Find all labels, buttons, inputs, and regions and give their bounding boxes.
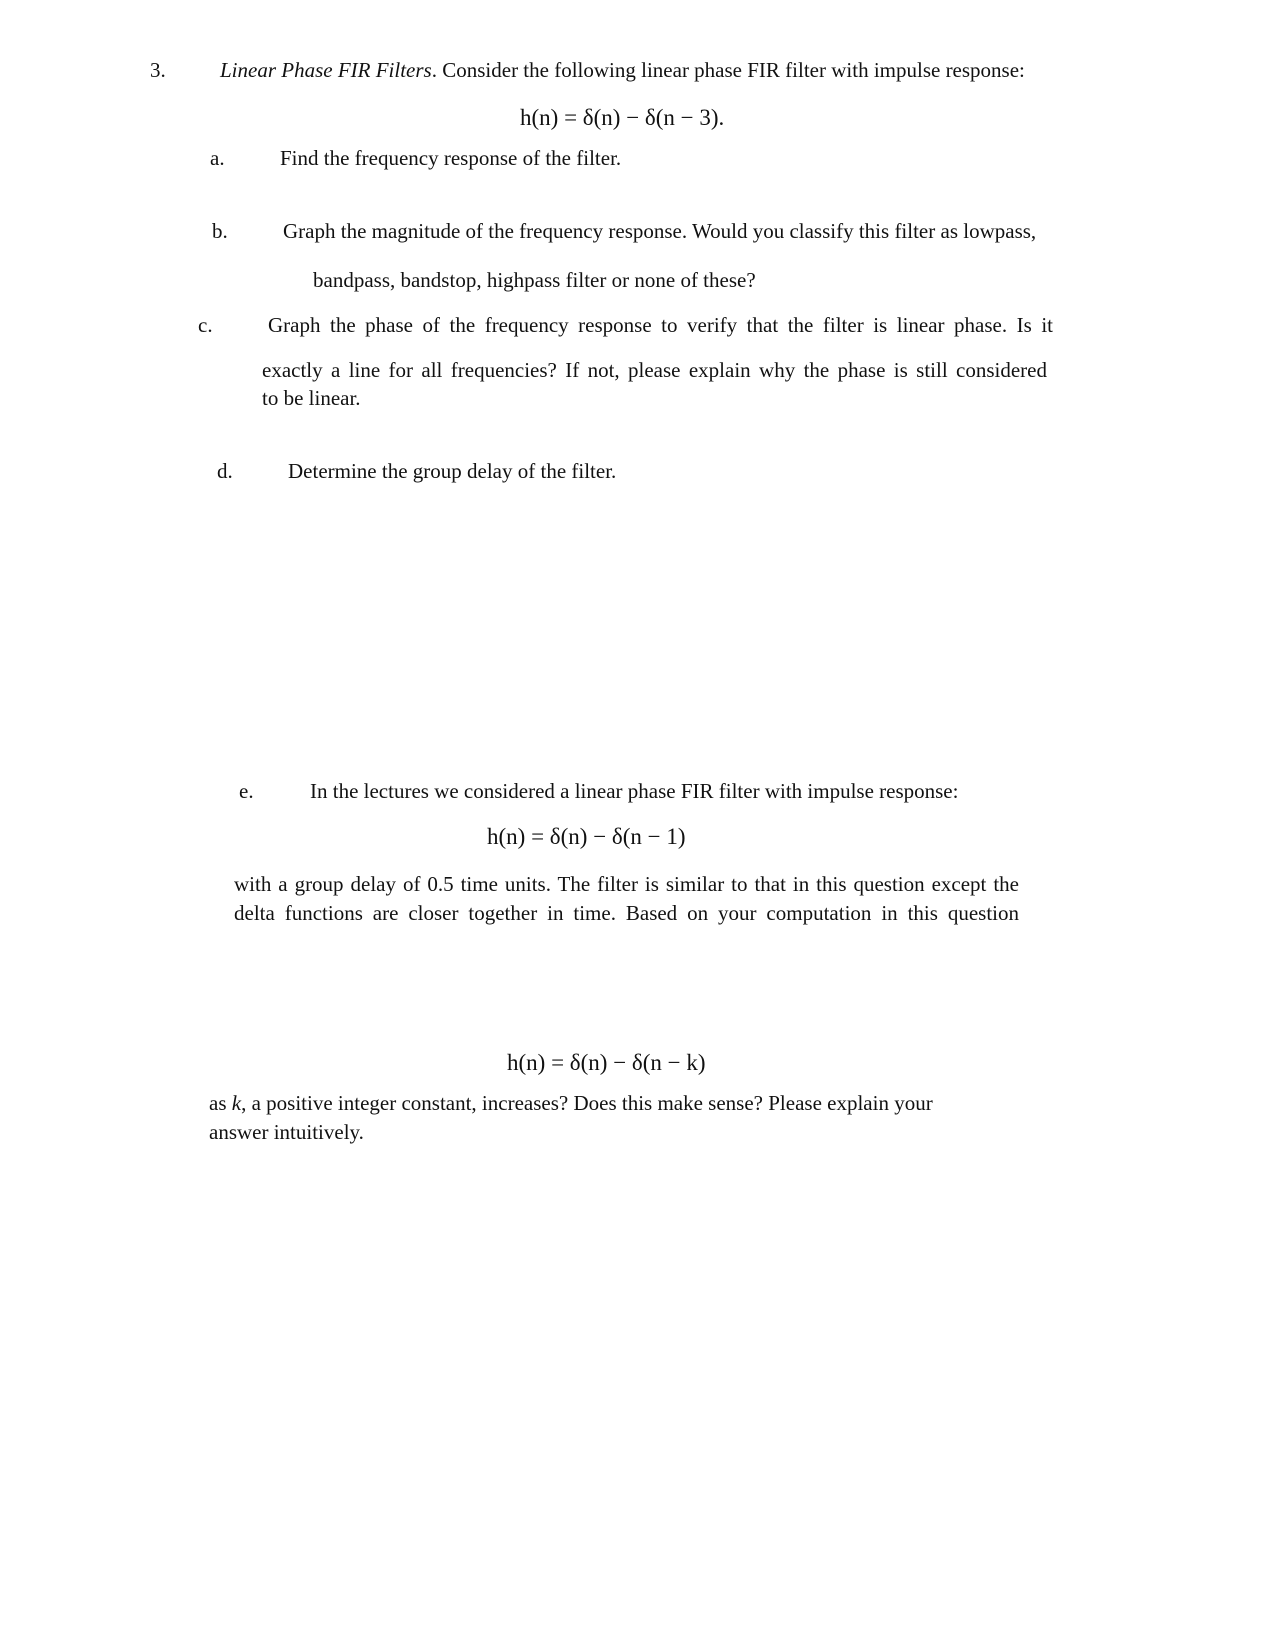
part-e-line5: answer intuitively. [209,1120,364,1144]
variable-k: k [231,1091,242,1115]
part-e-line3: delta functions are closer together in time. Based on your computation in this question [234,901,1019,925]
part-b-label: b. [212,219,228,243]
part-a-text: Find the frequency response of the filter. [280,146,622,170]
part-a-label: a. [210,146,225,170]
problem-header [220,60,1025,81]
part-c-line2: exactly a line for all frequencies? If not, please explain why the phase is still considered [262,358,1047,382]
part-e-line2: with a group delay of 0.5 time units. The filter is similar to that in this question except the [234,872,1019,896]
part-b-line2: bandpass, bandstop, highpass filter or none of these? [313,268,756,292]
part-c-line3: to be linear. [262,386,361,410]
part-e-line4 [209,1093,933,1114]
problem-title: Linear Phase FIR Filters [220,58,432,82]
equation-main: h(n) = δ(n) − δ(n − 3). [520,105,725,130]
equation-general: h(n) = δ(n) − δ(n − k) [507,1050,706,1075]
equation-lecture: h(n) = δ(n) − δ(n − 1) [487,824,686,849]
part-c-label: c. [198,313,213,337]
part-d-text: Determine the group delay of the filter. [288,459,617,483]
part-d-label: d. [217,459,233,483]
problem-number: 3. [150,58,166,82]
part-e-line1: In the lectures we considered a linear phase FIR filter with impulse response: [310,779,959,803]
part-e-line4-post: , a positive integer constant, increases? Does this make sense? Please explain your [241,1091,933,1115]
part-b-line1: Graph the magnitude of the frequency response. Would you classify this filter as lowpass, [283,219,1037,243]
part-e-line4-pre: as [209,1091,232,1115]
problem-intro: . Consider the following linear phase FIR filter with impulse response: [431,58,1025,82]
part-c-line1: Graph the phase of the frequency response to verify that the filter is linear phase. Is it [268,313,1053,337]
part-e-label: e. [239,779,254,803]
